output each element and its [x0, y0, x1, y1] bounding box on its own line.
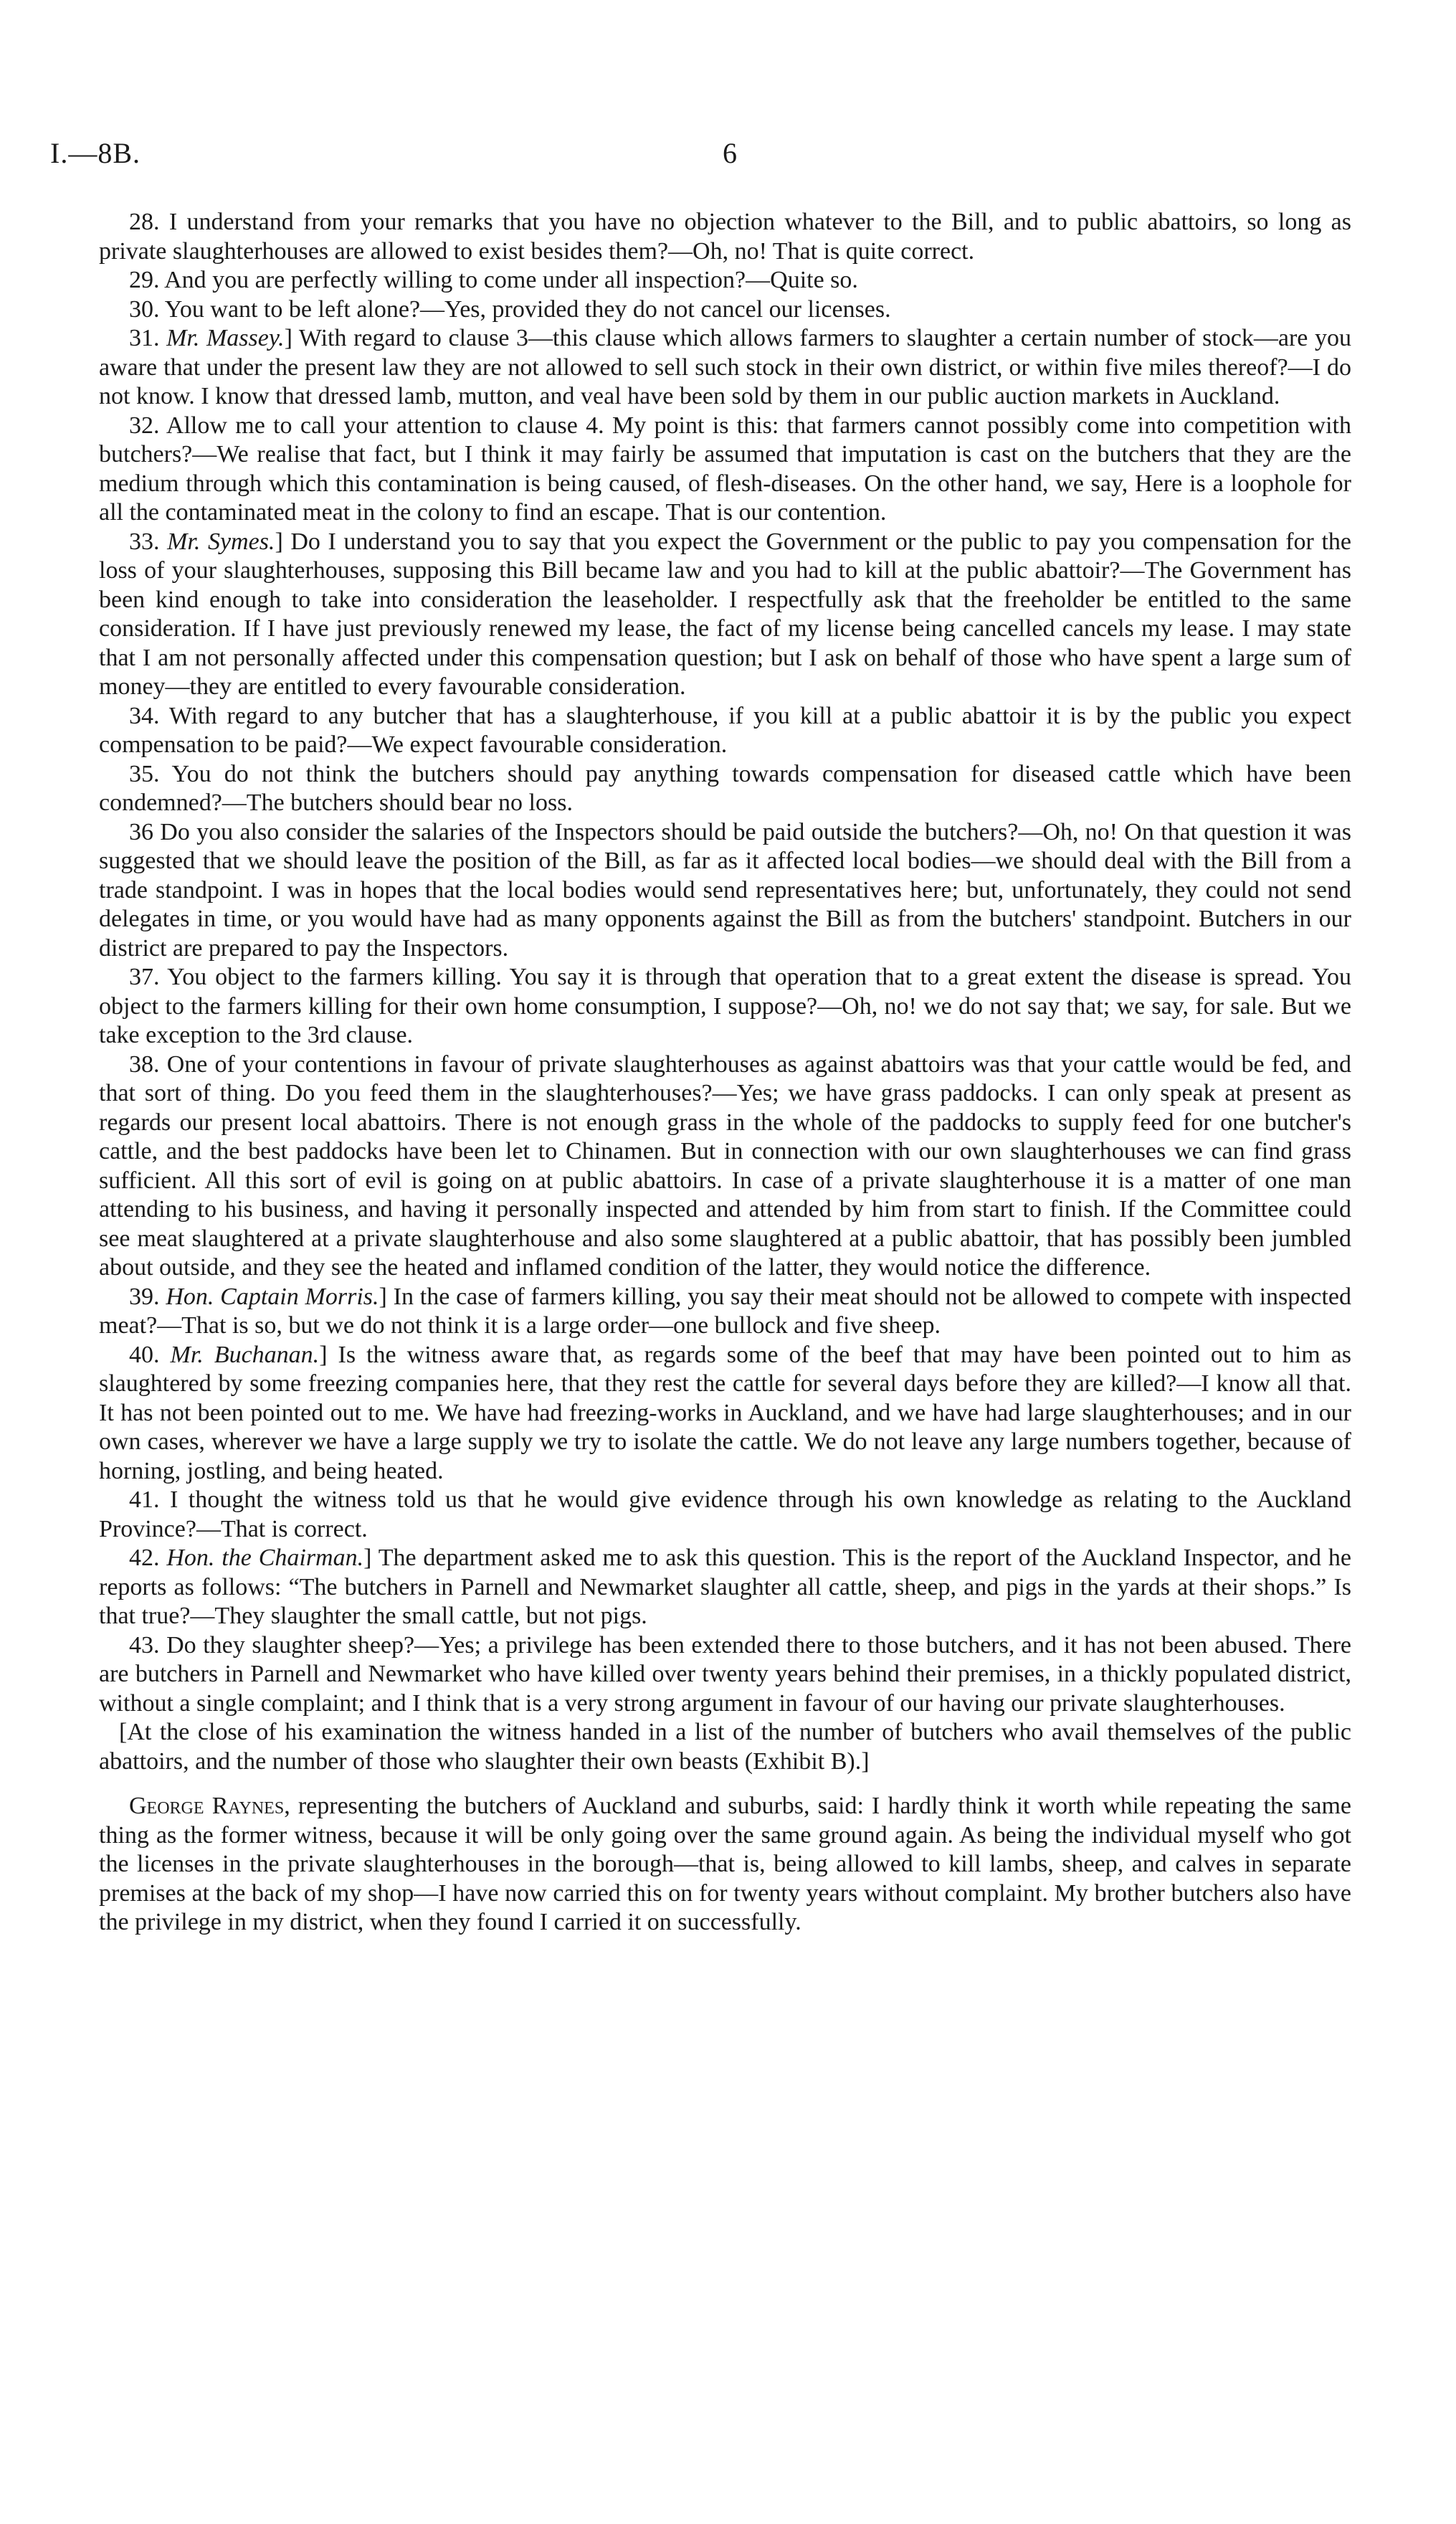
document-reference: I.—8B.: [50, 137, 141, 169]
paragraph-40: [99, 1341, 1351, 1486]
paragraph-text: ] In the case of farmers killing, you say their meat should not be allowed to compete with inspected meat?—That is so, but we do not think it is a large order—one bullock and five sheep.: [99, 1283, 1352, 1339]
paragraph-text: 29. And you are perfectly willing to come under all inspection?—Quite so.: [129, 267, 858, 293]
paragraph-text: 38. One of your contentions in favour of private slaughterhouses as against abattoirs was that your cattle would be fed, and that sort of thing. Do you feed them in the slaughterhouses?—Yes; we have grass paddocks. I can only speak at present as regards our present local abattoirs. There is not enough grass in the whole of the paddocks to supply feed for one butcher's cattle, and the best paddocks have been let to Chinamen. But in connection with our own slaughterhouses we can find grass sufficient. All this sort of evil is going on at public abattoirs. In case of a private slaughterhouse it is a matter of one man attending to his business, and having it personally inspected and attended by him from start to finish. If the Committee could see meat slaughtered at a private slaughterhouse and also some slaughtered at a public abattoir, that has possibly been jumbled about outside, and they see the heated and inflamed condition of the latter, they would notice the difference.: [99, 1050, 1351, 1281]
paragraph-41: [99, 1486, 1351, 1544]
speaker-name: Mr. Massey.: [166, 325, 285, 351]
examination-closing-note: [At the close of his examination the witness handed in a list of the number of butchers who avail themselves of the public abattoirs, and the number of those who slaughter their own beasts (Exhibit B).]: [99, 1719, 1351, 1775]
paragraph-39: [99, 1283, 1351, 1341]
paragraph-lead: 42.: [129, 1545, 167, 1571]
witness-name: George Raynes: [129, 1793, 285, 1819]
paragraph-lead: 31.: [129, 325, 167, 351]
page-header: [50, 136, 1412, 179]
paragraph-text: ] Is the witness aware that, as regards some of the beef that may have been pointed out to him as slaughtered by some freezing companies here, that they rest the cattle for several days before they are killed?—I know all that. It has not been pointed out to me. We have had freezing-works in Auckland, and we have had large slaughterhouses; and in our own cases, wherever we have a large supply we try to isolate the cattle. We do not leave any large numbers together, because of horning, jostling, and being heated.: [99, 1341, 1352, 1484]
paragraph-text: 28. I understand from your remarks that you have no objection whatever to the Bill, and to public abattoirs, so long as private slaughterhouses are allowed to exist besides them?—Oh, no! That is quite correct.: [99, 209, 1351, 265]
paragraph-28: [99, 208, 1351, 266]
paragraph-lead: 40.: [129, 1341, 171, 1368]
speaker-name: Hon. the Chairman.: [166, 1545, 364, 1571]
paragraph-30: [99, 295, 1351, 325]
paragraph-33: [99, 528, 1351, 702]
paragraph-text: 43. Do they slaughter sheep?—Yes; a privilege has been extended there to those butchers, and it has not been abused. There are butchers in Parnell and Newmarket who have killed over twenty years behind their premises, in a thickly populated district, without a single complaint; and I think that is a very strong argument in favour of our having our private slaughterhouses.: [99, 1631, 1351, 1717]
document-body: [99, 208, 1351, 1937]
paragraph-text: ] Do I understand you to say that you expect the Government or the public to pay you compensation for the loss of your slaughterhouses, supposing this Bill became law and you had to kill at the public abattoir?—The Government has been kind enough to take into consideration the leaseholder. I respectfully ask that the freeholder be entitled to the same consideration. If I have just previously renewed my lease, the fact of my license being cancelled cancels my lease. I may state that I am not personally affected under this compensation question; but I ask on behalf of those who have spent a large sum of money—they are entitled to every favourable consideration.: [99, 528, 1351, 700]
paragraph-36: [99, 818, 1351, 964]
speaker-name: Mr. Buchanan.: [170, 1341, 320, 1368]
paragraph-37: [99, 963, 1351, 1050]
paragraph-text: 30. You want to be left alone?—Yes, provided they do not cancel our licenses.: [129, 295, 891, 323]
page-number: 6: [723, 137, 737, 169]
paragraph-text: 37. You object to the farmers killing. You say it is through that operation that to a great extent the disease is spread. You object to the farmers killing for their own home consumption, I suppose?—Oh, no! we do not say that; we say, for sale. But we take exception to the 3rd clause.: [99, 964, 1351, 1048]
paragraph-35: [99, 760, 1351, 818]
paragraph-29: [99, 266, 1351, 295]
witness-statement: [99, 1792, 1351, 1937]
paragraph-text: 32. Allow me to call your attention to clause 4. My point is this: that farmers cannot possibly come into competition with butchers?—We realise that fact, but I think it may fairly be assumed that imputation is cast on the butchers that they are the medium through which this contamination is being caused, of flesh-diseases. On the other hand, we say, Here is a loophole for all the contaminated meat in the colony to find an escape. That is our contention.: [99, 412, 1351, 526]
paragraph-text: 35. You do not think the butchers should pay anything towards compensation for diseased cattle which have been condemned?—The butchers should bear no loss.: [99, 760, 1351, 816]
witness-statement-text: , representing the butchers of Auckland and suburbs, said: I hardly think it worth while repeating the same thing as the former witness, because it will be only going over the same ground again. As being the individual myself who got the licenses in the private slaughterhouses in the borough—that is, being allowed to kill lambs, sheep, and calves in separate premises at the back of my shop—I have now carried this on for twenty years without complaint. My brother butchers also have the privilege in my district, when they found I carried it on successfully.: [99, 1793, 1351, 1935]
paragraph-lead: 39.: [129, 1283, 166, 1310]
paragraph-text: 36 Do you also consider the salaries of the Inspectors should be paid outside the butchers?—Oh, no! On that question it was suggested that we should leave the position of the Bill, as far as it affected local bodies—we should deal with the Bill from a trade standpoint. I was in hopes that the local bodies would send representatives here; but, unfortunately, they could not send delegates in time, or you would have had as many opponents against the Bill as from the butchers' standpoint. Butchers in our district are prepared to pay the Inspectors.: [99, 818, 1351, 962]
paragraph-38: [99, 1050, 1351, 1283]
paragraph-31: [99, 324, 1351, 412]
speaker-name: Mr. Symes.: [167, 528, 275, 555]
speaker-name: Hon. Captain Morris.: [166, 1283, 379, 1310]
paragraph-lead: 33.: [129, 528, 168, 555]
paragraph-text: 41. I thought the witness told us that he would give evidence through his own knowledge as relating to the Auckland Province?—That is correct.: [99, 1486, 1351, 1542]
paragraph-42: [99, 1544, 1351, 1631]
paragraph-text: ] The department asked me to ask this question. This is the report of the Auckland Inspector, and he reports as follows: “The butchers in Parnell and Newmarket slaughter all cattle, sheep, and pigs in the yards at their shops.” Is that true?—They slaughter the small cattle, but not pigs.: [99, 1545, 1352, 1629]
paragraph-text: ] With regard to clause 3—this clause which allows farmers to slaughter a certain number of stock—are you aware that under the present law they are not allowed to sell such stock in their own district, or within five miles thereof?—I do not know. I know that dressed lamb, mutton, and veal have been sold by them in our public auction markets in Auckland.: [99, 325, 1351, 409]
paragraph-32: [99, 412, 1351, 528]
paragraph-34: [99, 702, 1351, 760]
paragraph-text: 34. With regard to any butcher that has a slaughterhouse, if you kill at a public abattoir it is by the public you expect compensation to be paid?—We expect favourable consideration.: [99, 702, 1351, 758]
paragraph-43: [99, 1631, 1351, 1719]
